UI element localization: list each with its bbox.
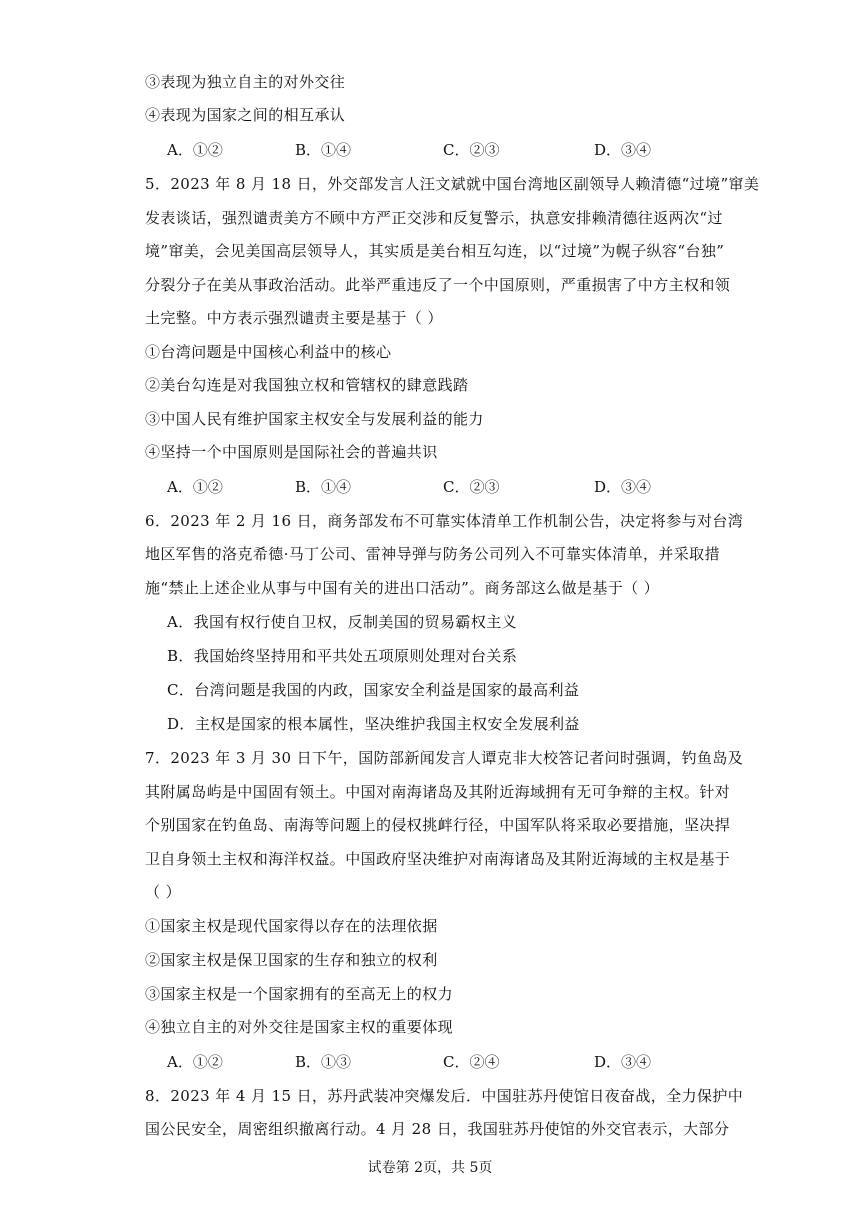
q6-option-b[interactable]: B．我国始终坚持用和平共处五项原则处理对台关系: [167, 647, 518, 665]
q7-option-a[interactable]: A．①②: [167, 1053, 223, 1071]
q6-option-c[interactable]: C．台湾问题是我国的内政，国家安全利益是国家的最高利益: [167, 681, 580, 699]
q5-item-3: ③中国人民有维护国家主权安全与发展利益的能力: [145, 410, 484, 428]
q7-stem-line-4: 卫自身领土主权和海洋权益。中国政府坚决维护对南海诸岛及其附近海域的主权是基于: [145, 850, 731, 868]
q5-options-row: [145, 477, 725, 497]
item-3: ③表现为独立自主的对外交往: [145, 73, 346, 91]
q5-item-1: ①台湾问题是中国核心利益中的核心: [145, 343, 392, 361]
q7-stem-line-2: 其附属岛屿是中国固有领土。中国对南海诸岛及其附近海域拥有无可争辩的主权。针对: [145, 783, 731, 801]
q6-stem-line-3: 施“禁止上述企业从事与中国有关的进出口活动”。商务部这么做是基于（ ）: [145, 579, 660, 597]
q5-option-d[interactable]: D．③④: [594, 478, 652, 496]
q7-stem-line-3: 个别国家在钓鱼岛、南海等问题上的侵权挑衅行径，中国军队将采取必要措施，坚决捍: [145, 816, 731, 834]
q6-stem-line-2: 地区军售的洛克希德·马丁公司、雷神导弹与防务公司列入不可靠实体清单，并采取措: [145, 545, 720, 563]
option-a[interactable]: A．①②: [167, 141, 223, 159]
q7-stem-line-1: 7．2023 年 3 月 30 日下午，国防部新闻发言人谭克非大校答记者问时强调，钓鱼岛及: [145, 749, 744, 767]
q5-item-2: ②美台勾连是对我国独立权和管辖权的肆意践踏: [145, 376, 469, 394]
q5-stem-line-3: 境”窜美，会见美国高层领导人，其实质是美台相互勾连，以“过境”为幌子纵容“台独”: [145, 242, 725, 260]
q6-option-d[interactable]: D．主权是国家的根本属性，坚决维护我国主权安全发展利益: [167, 715, 580, 733]
q6-stem-line-1: 6．2023 年 2 月 16 日，商务部发布不可靠实体清单工作机制公告，决定将参与对台湾: [145, 512, 744, 530]
q5-stem-line-4: 分裂分子在美从事政治活动。此举严重违反了一个中国原则，严重损害了中方主权和领: [145, 276, 731, 294]
q5-stem-line-2: 发表谈话，强烈谴责美方不顾中方严正交涉和反复警示，执意安排赖清德往返两次“过: [145, 209, 723, 227]
q5-option-a[interactable]: A．①②: [167, 478, 223, 496]
q7-option-d[interactable]: D．③④: [594, 1053, 652, 1071]
q7-item-3: ③国家主权是一个国家拥有的至高无上的权力: [145, 985, 454, 1003]
q7-option-c[interactable]: C．②④: [443, 1053, 500, 1071]
q7-item-2: ②国家主权是保卫国家的生存和独立的权利: [145, 951, 438, 969]
q8-stem-line-2: 国公民安全，周密组织撤离行动。4 月 28 日，我国驻苏丹使馆的外交官表示，大部分: [145, 1120, 730, 1138]
q5-option-c[interactable]: C．②③: [443, 478, 500, 496]
q8-stem-line-1: 8．2023 年 4 月 15 日，苏丹武装冲突爆发后．中国驻苏丹使馆日夜奋战，全力保护中: [145, 1087, 744, 1105]
option-b[interactable]: B．①④: [295, 141, 352, 159]
item-4: ④表现为国家之间的相互承认: [145, 106, 346, 124]
q5-item-4: ④坚持一个中国原则是国际社会的普遍共识: [145, 443, 438, 461]
page-footer: 试卷第 2页，共 5页: [367, 1160, 493, 1176]
q5-stem-line-1: 5．2023 年 8 月 18 日，外交部发言人汪文斌就中国台湾地区副领导人赖清德“过境”窜美: [145, 175, 760, 193]
q5-stem-line-5: 土完整。中方表示强烈谴责主要是基于（ ）: [145, 309, 443, 327]
q7-item-4: ④独立自主的对外交往是国家主权的重要体现: [145, 1018, 454, 1036]
option-c[interactable]: C．②③: [443, 141, 500, 159]
q7-option-b[interactable]: B．①③: [295, 1053, 352, 1071]
q7-stem-line-5: （ ）: [145, 883, 181, 901]
q5-option-b[interactable]: B．①④: [295, 478, 352, 496]
q7-item-1: ①国家主权是现代国家得以存在的法理依据: [145, 917, 438, 935]
q7-options-row: [145, 1052, 725, 1072]
option-d[interactable]: D．③④: [594, 141, 652, 159]
options-row: [145, 140, 725, 160]
q6-option-a[interactable]: A．我国有权行使自卫权，反制美国的贸易霸权主义: [167, 613, 518, 631]
